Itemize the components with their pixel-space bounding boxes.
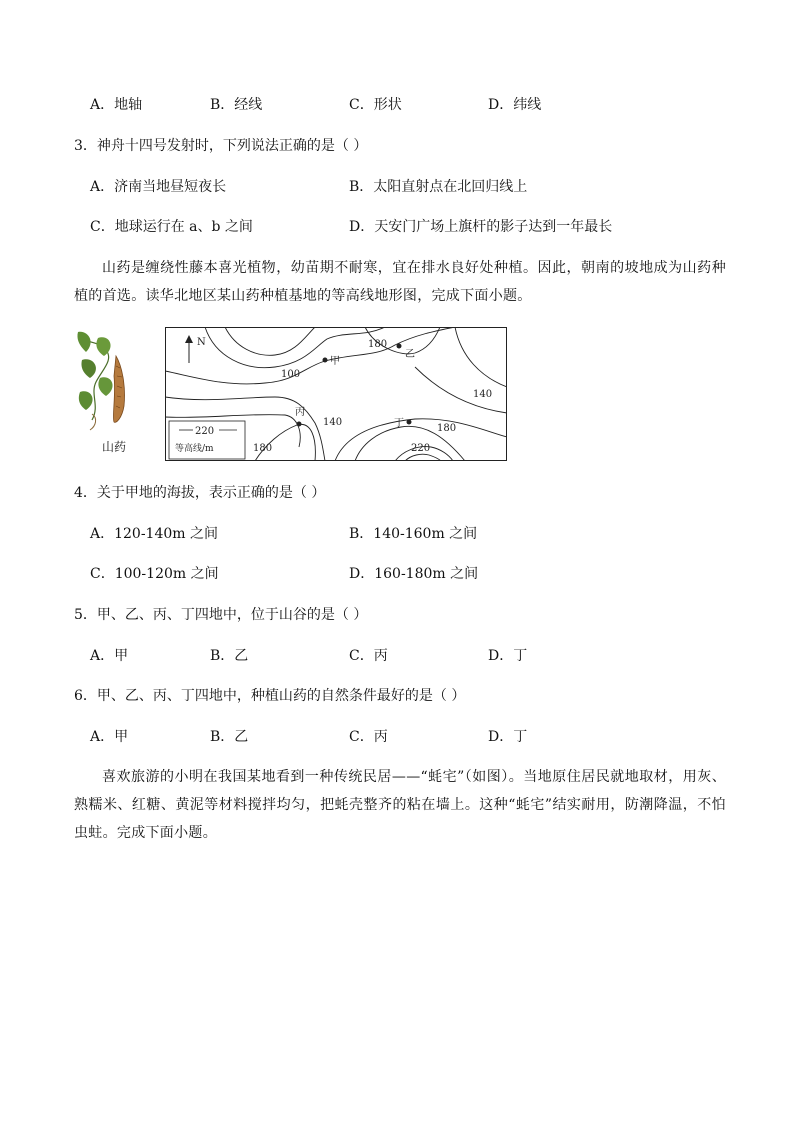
point-yi-label: 乙 [405,349,415,360]
q6-options [0,726,794,748]
north-label: N [197,337,206,348]
q6-option-a[interactable]: A．甲 [90,729,129,745]
contour-label-180-bottom: 180 [253,443,273,454]
yam-plant-figure [72,326,156,456]
q4-option-d[interactable]: D．160-180m 之间 [349,566,479,582]
q5-options [0,645,794,667]
passage-yam-text: 山药是缠绕性藤本喜光植物，幼苗期不耐寒，宜在排水良好处种植。因此，朝南的坡地成为山药种植的首选。读华北地区某山药种植基地的等高线地形图，完成下面小题。 [74,260,726,304]
passage-oyster-house-text: 喜欢旅游的小明在我国某地看到一种传统民居——“蚝宅”（如图）。当地原住居民就地取材，用灰、熟糯米、红糖、黄泥等材料搅拌均匀，把蚝壳整齐的粘在墙上。这种“蚝宅”结实耐用，防潮降温，不怕虫蛀。完成下面小题。 [74,769,726,841]
q3-option-d[interactable]: D．天安门广场上旗杆的影子达到一年最长 [349,219,613,235]
q2-option-a[interactable]: A．地轴 [90,97,143,113]
q2-options [0,94,794,116]
point-yi-marker [397,344,402,349]
q6-option-b[interactable]: B．乙 [210,729,249,745]
legend-label: 等高线/m [175,444,214,454]
contour-label-100: 100 [281,369,301,380]
q3-options-row1 [0,176,794,198]
q3-option-a[interactable]: A．济南当地昼短夜长 [90,179,227,195]
contour-map-svg [165,327,507,461]
point-bing-label: 丙 [295,407,305,418]
contour-label-140-right: 140 [473,389,493,400]
contour-label-180-right: 180 [437,423,457,434]
contour-map [165,327,507,461]
q3-option-c[interactable]: C．地球运行在 a、b 之间 [90,219,253,235]
plant-caption: 山药 [102,440,127,454]
point-bing-marker [297,422,302,427]
contour-label-140-mid: 140 [323,417,343,428]
q5-option-b[interactable]: B．乙 [210,648,249,664]
q5-option-d[interactable]: D．丁 [488,648,528,664]
passage-yam [74,254,726,310]
q4-options-row1 [0,523,794,545]
q3-stem: 3．神舟十四号发射时，下列说法正确的是（ ） [74,138,368,154]
q2-option-d[interactable]: D．纬线 [488,97,542,113]
contour-label-180-top: 180 [368,339,388,350]
point-ding-label: 丁 [394,418,404,429]
q3-option-b[interactable]: B．太阳直射点在北回归线上 [349,179,528,195]
point-ding-marker [407,420,412,425]
q4-option-b[interactable]: B．140-160m 之间 [349,526,478,542]
q6-option-c[interactable]: C．丙 [349,729,388,745]
point-jia-label: 甲 [330,356,340,367]
q4-option-a[interactable]: A．120-140m 之间 [90,526,219,542]
q4-options-row2 [0,563,794,585]
q5-option-a[interactable]: A．甲 [90,648,129,664]
q6-stem: 6．甲、乙、丙、丁四地中，种植山药的自然条件最好的是（ ） [74,688,466,704]
q5-option-c[interactable]: C．丙 [349,648,388,664]
yam-plant-illustration [72,326,156,456]
legend-value: 220 [195,426,215,437]
passage-oyster-house [74,763,726,847]
q6-option-d[interactable]: D．丁 [488,729,528,745]
q2-option-b[interactable]: B．经线 [210,97,263,113]
q5-stem: 5．甲、乙、丙、丁四地中，位于山谷的是（ ） [74,607,368,623]
contour-label-220: 220 [411,443,431,454]
q4-stem: 4．关于甲地的海拔，表示正确的是（ ） [74,485,326,501]
q3-options-row2 [0,216,794,238]
point-jia-marker [323,358,328,363]
q2-option-c[interactable]: C．形状 [349,97,402,113]
q4-option-c[interactable]: C．100-120m 之间 [90,566,219,582]
